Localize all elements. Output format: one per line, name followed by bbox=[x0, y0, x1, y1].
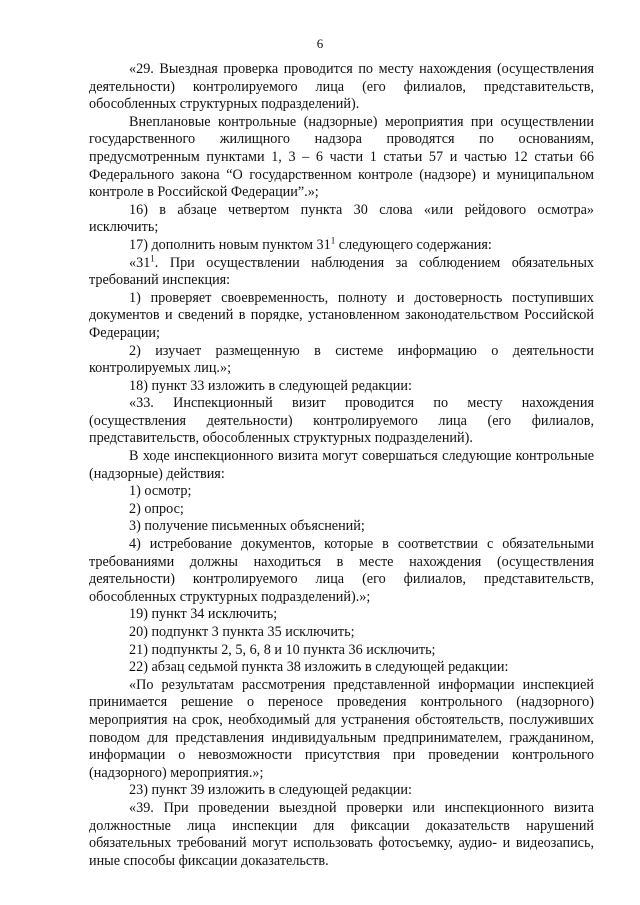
paragraph bbox=[89, 290, 594, 343]
paragraph-text-continued: . При осуществлении наблюдения за соблюдением обязательных требований инспекция: bbox=[89, 254, 594, 289]
paragraph-text-continued: следующего содержания: bbox=[335, 236, 492, 253]
paragraph-text: «31 bbox=[129, 254, 151, 271]
paragraph-text: «33. Инспекционный визит проводится по месту нахождения (осуществления деятельности) контролируемого лица (его филиалов, представительств, обособленных структурных подразделений). bbox=[89, 395, 594, 447]
paragraph-text: 17) дополнить новым пунктом 31 bbox=[129, 236, 331, 253]
paragraph bbox=[89, 677, 594, 783]
paragraph bbox=[89, 202, 594, 237]
paragraph bbox=[89, 448, 594, 483]
paragraph bbox=[89, 343, 594, 378]
paragraph bbox=[89, 237, 594, 255]
paragraph-text: 19) пункт 34 исключить; bbox=[129, 606, 278, 623]
paragraph bbox=[89, 252, 594, 290]
paragraph bbox=[89, 624, 594, 642]
paragraph-text: 23) пункт 39 изложить в следующей редакции: bbox=[129, 782, 412, 799]
document-body bbox=[89, 61, 594, 870]
paragraph-text: Внеплановые контрольные (надзорные) мероприятия при осуществлении государственного жилищного надзора проводятся по основаниям, предусмотренным пунктами 1, 3 – 6 части 1 статьи 57 и частью 12 статьи 66 Федерального закона “О государственном контроле (надзоре) и муниципальном контроле в Российской Федерации”.»; bbox=[89, 113, 594, 201]
paragraph bbox=[89, 606, 594, 624]
paragraph-text: «29. Выездная проверка проводится по месту нахождения (осуществления деятельности) контролируемого лица (его филиалов, представительств, обособленных структурных подразделений). bbox=[89, 61, 594, 113]
paragraph-text: 3) получение письменных объяснений; bbox=[129, 518, 365, 535]
paragraph-text: 1) проверяет своевременность, полноту и достоверность поступивших документов и сведений в порядке, установленном законодательством Российской Федерации; bbox=[89, 289, 594, 341]
paragraph-text: 22) абзац седьмой пункта 38 изложить в следующей редакции: bbox=[129, 659, 509, 676]
paragraph-text: 16) в абзаце четвертом пункта 30 слова «или рейдового осмотра» исключить; bbox=[89, 201, 594, 236]
superscript-index: 1 bbox=[330, 235, 336, 246]
paragraph-text: 20) подпункт 3 пункта 35 исключить; bbox=[129, 624, 355, 640]
paragraph bbox=[89, 536, 594, 606]
paragraph bbox=[89, 642, 594, 660]
paragraph-text: 21) подпункты 2, 5, 6, 8 и 10 пункта 36 исключить; bbox=[129, 641, 436, 658]
paragraph-text: 18) пункт 33 изложить в следующей редакции: bbox=[129, 377, 412, 394]
paragraph-text: 1) осмотр; bbox=[129, 483, 192, 500]
paragraph bbox=[89, 61, 594, 114]
paragraph bbox=[89, 501, 594, 519]
paragraph bbox=[89, 483, 594, 501]
paragraph-text: «39. При проведении выездной проверки или инспекционного визита должностные лица инспекции для фиксации доказательств нарушений обязательных требований могут использовать фотосъемку, аудио- и видеозапись, иные способы фиксации доказательств. bbox=[89, 799, 594, 869]
paragraph bbox=[89, 518, 594, 536]
superscript-index: 1 bbox=[150, 252, 155, 263]
paragraph-text: В ходе инспекционного визита могут совершаться следующие контрольные (надзорные) действия: bbox=[89, 448, 594, 482]
page-number: 6 bbox=[316, 36, 324, 51]
paragraph bbox=[89, 659, 594, 677]
paragraph bbox=[89, 378, 594, 396]
paragraph bbox=[89, 782, 594, 800]
paragraph-text: «По результатам рассмотрения представленной информации инспекцией принимается решение о переносе проведения контрольного (надзорного) мероприятия на срок, необходимый для устранения обстоятельств, послуживших поводом для представления индивидуальным предпринимателем, гражданином, информации о невозможности присутствия при проведении контрольного (надзорного) мероприятия.»; bbox=[89, 676, 594, 781]
paragraph bbox=[89, 395, 594, 448]
paragraph bbox=[89, 114, 594, 202]
paragraph-text: 2) опрос; bbox=[129, 500, 184, 517]
paragraph-text: 4) истребование документов, которые в соответствии с обязательными требованиями должны находиться в месте нахождения (осуществления деятельности) контролируемого лица (его филиалов, представительств, обособленных структурных подразделений).»; bbox=[89, 536, 594, 605]
paragraph bbox=[89, 800, 594, 870]
paragraph-text: 2) изучает размещенную в системе информацию о деятельности контролируемых лиц.»; bbox=[89, 342, 594, 377]
